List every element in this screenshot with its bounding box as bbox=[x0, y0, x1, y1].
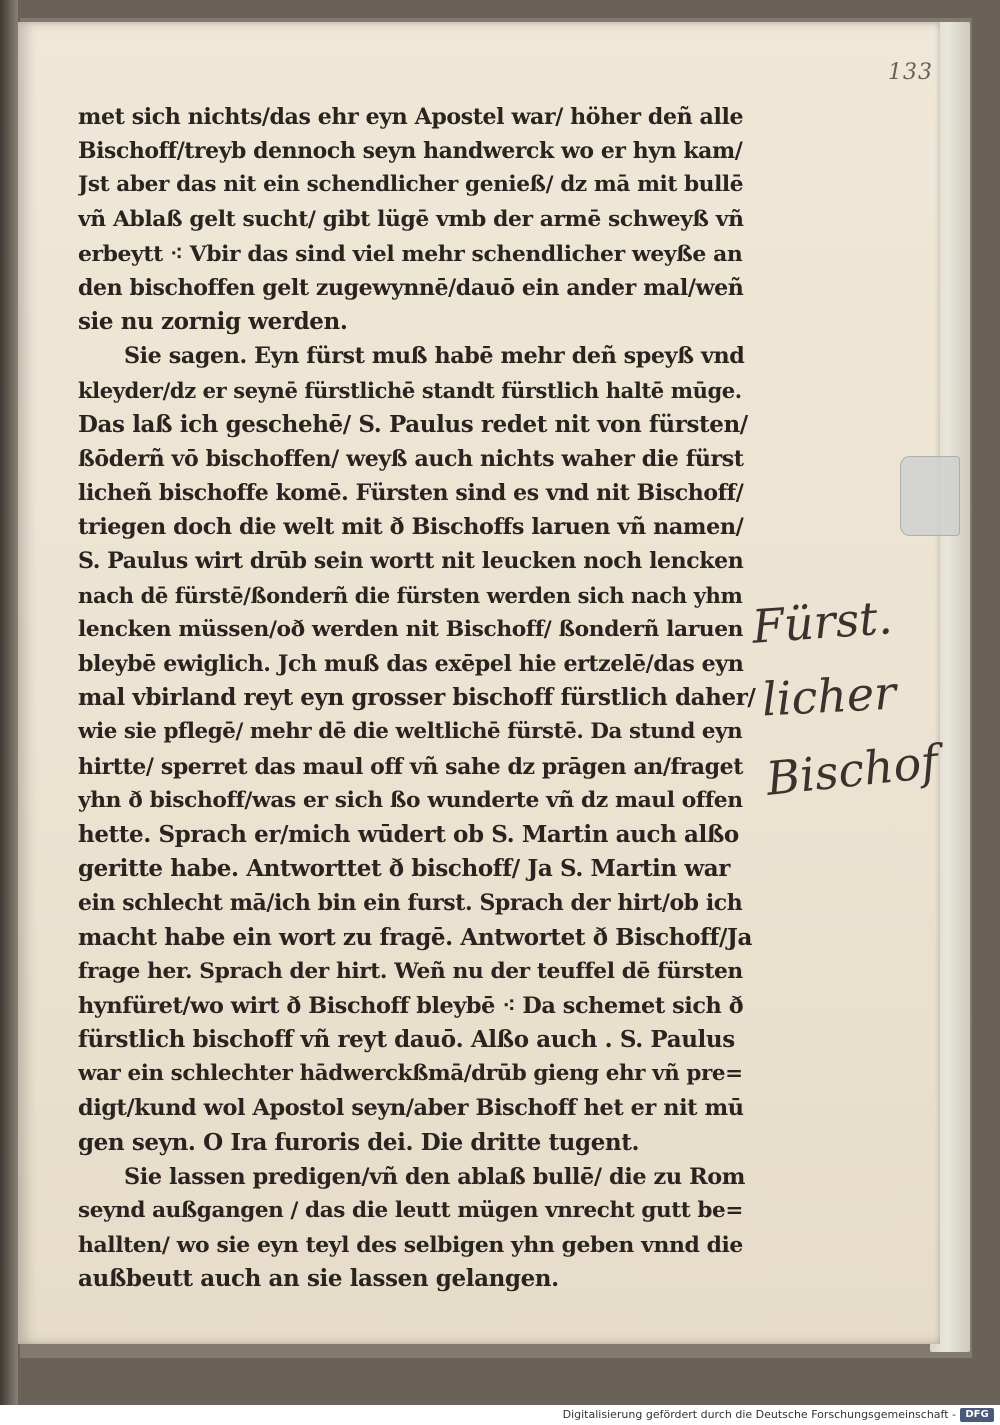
text-line: licheñ bischoffe komē. Fürsten sind es vnd nit Bischoff/ bbox=[78, 480, 744, 507]
text-line: lencken müssen/oð werden nit Bischoff/ ßonderñ laruen bbox=[78, 616, 744, 642]
marginal-note-line: Fürst. bbox=[750, 590, 894, 654]
text-line: wie sie pflegē/ mehr dē die weltlichē fürstē. Da stund eyn bbox=[78, 719, 743, 745]
paragraph bbox=[78, 339, 758, 1160]
marginal-note-line: Bischof bbox=[763, 734, 941, 806]
text-line: außbeutt auch an sie lassen gelangen. bbox=[78, 1265, 559, 1293]
text-line: sie nu zornig werden. bbox=[78, 308, 348, 336]
text-line: ein schlecht mā/ich bin ein furst. Sprach der hirt/ob ich bbox=[78, 890, 743, 917]
text-line: yhn ð bischoff/was er sich ßo wunderte vñ dz maul offen bbox=[78, 787, 743, 813]
text-line: digt/kund wol Apostol seyn/aber Bischoff het er nit mū bbox=[78, 1095, 744, 1122]
text-line: hirtte/ sperret das maul off vñ sahe dz prāgen an/fraget bbox=[78, 753, 743, 780]
text-line: met sich nichts/das ehr eyn Apostel war/ höher deñ alle bbox=[78, 104, 744, 130]
printed-text-block bbox=[78, 100, 758, 1297]
text-line: nach dē fürstē/ßonderñ die fürsten werden sich nach yhm bbox=[78, 582, 743, 608]
digitization-footer bbox=[0, 1405, 1000, 1425]
paragraph bbox=[78, 1160, 758, 1297]
text-line: gen seyn. O Ira furoris dei. Die dritte tugent. bbox=[78, 1128, 640, 1156]
text-line: hette. Sprach er/mich wūdert ob S. Martin auch alßo bbox=[78, 820, 739, 848]
marginal-note-line: licher bbox=[760, 665, 898, 727]
text-line: Jst aber das nit ein schendlicher genieß/ dz mā mit bullē bbox=[78, 172, 744, 198]
paragraph bbox=[78, 100, 758, 339]
text-line: mal vbirland reyt eyn grosser bischoff fürstlich daher/ bbox=[78, 684, 756, 712]
text-line: vñ Ablaß gelt sucht/ gibt lügē vmb der armē schweyß vñ bbox=[78, 206, 744, 232]
text-line: ßōderñ vō bischoffen/ weyß auch nichts waher die fürst bbox=[78, 445, 744, 472]
text-line: den bischoffen gelt zugewynnē/dauō ein ander mal/weñ bbox=[78, 274, 744, 301]
page-number: 133 bbox=[888, 60, 933, 85]
text-line: kleyder/dz er seynē fürstlichē standt fürstlich haltē mūge. bbox=[78, 377, 742, 403]
page-clip-marker bbox=[900, 456, 960, 536]
text-line: fürstlich bischoff vñ reyt dauō. Alßo auch . S. Paulus bbox=[78, 1026, 735, 1054]
text-line: seynd außgangen / das die leutt mügen vnrecht gutt be= bbox=[78, 1198, 743, 1223]
text-line: Sie sagen. Eyn fürst muß habē mehr deñ speyß vnd bbox=[124, 343, 745, 370]
text-line: Bischoff/treyb dennoch seyn handwerck wo er hyn kam/ bbox=[78, 138, 743, 165]
text-line: hynfüret/wo wirt ð Bischoff bleybē ⁖ Da schemet sich ð bbox=[78, 992, 744, 1019]
text-line: Sie lassen predigen/vñ den ablaß bullē/ die zu Rom bbox=[124, 1163, 746, 1190]
footer-credit-text: Digitalisierung gefördert durch die Deutsche Forschungsgemeinschaft - bbox=[562, 1408, 956, 1421]
text-line: bleybē ewiglich. Jch muß das exēpel hie ertzelē/das eyn bbox=[78, 651, 744, 677]
text-line: macht habe ein wort zu fragē. Antwortet ð Bischoff/Ja bbox=[78, 923, 753, 951]
text-line: war ein schlechter hādwerckßmā/drūb gieng ehr vñ pre= bbox=[78, 1061, 743, 1087]
text-line: geritte habe. Antworttet ð bischoff/ Ja S. Martin war bbox=[78, 855, 730, 883]
text-line: Das laß ich geschehē/ S. Paulus redet nit von fürsten/ bbox=[78, 410, 748, 438]
text-line: erbeytt ⁖ Vbir das sind viel mehr schendlicher weyße an bbox=[78, 240, 743, 267]
text-line: frage her. Sprach der hirt. Weñ nu der teuffel dē fürsten bbox=[78, 958, 743, 984]
text-line: hallten/ wo sie eyn teyl des selbigen yhn geben vnnd die bbox=[78, 1232, 743, 1259]
book-spine-edge bbox=[0, 0, 18, 1405]
text-line: triegen doch die welt mit ð Bischoffs laruen vñ namen/ bbox=[78, 514, 744, 541]
dfg-logo: DFG bbox=[960, 1408, 994, 1422]
handwritten-marginalia bbox=[750, 590, 952, 835]
text-line: S. Paulus wirt drūb sein wortt nit leucken noch lencken bbox=[78, 548, 744, 575]
